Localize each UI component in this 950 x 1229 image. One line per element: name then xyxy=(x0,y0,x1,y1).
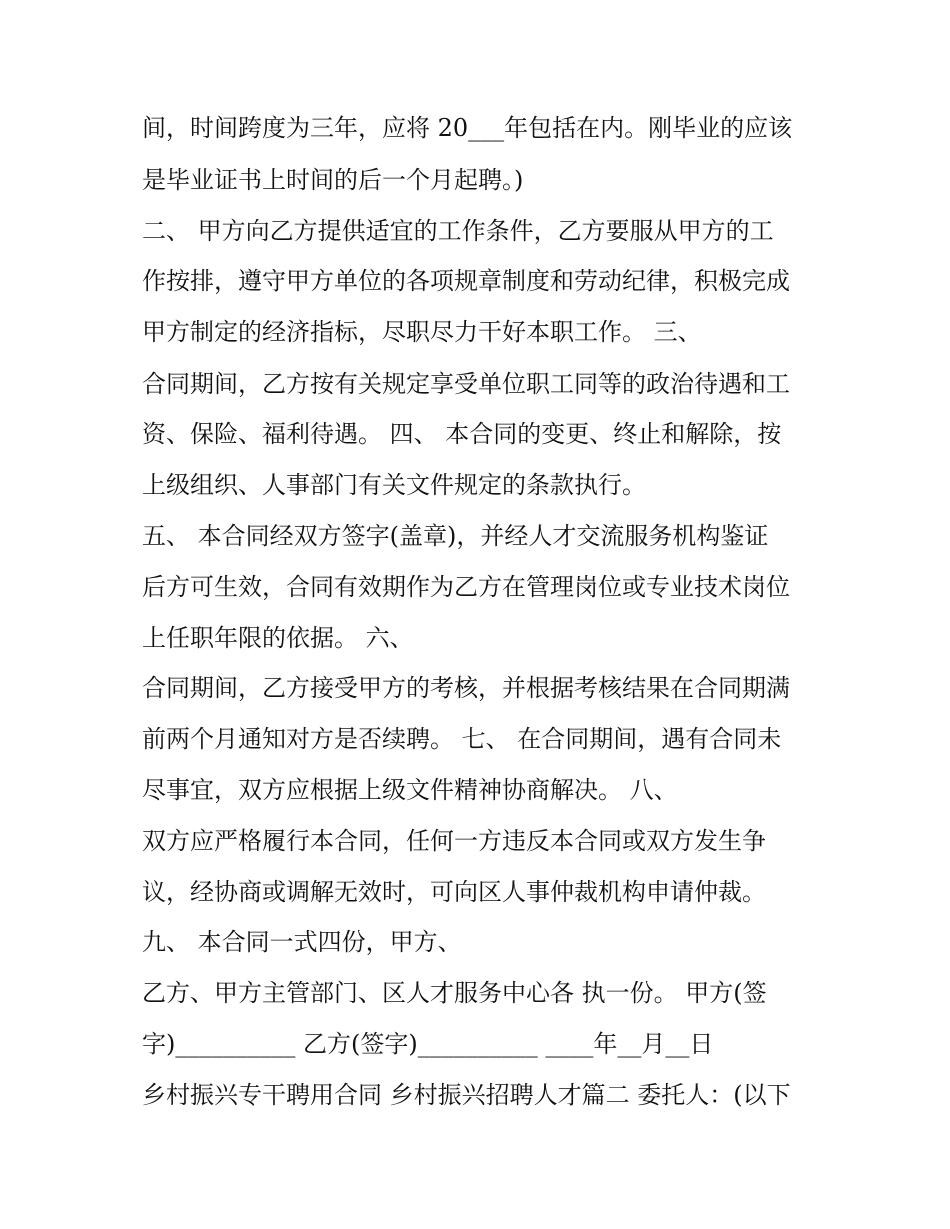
text-line: 双方应严格履行本合同，任何一方违反本合同或双方发生争 xyxy=(142,827,766,855)
text-line: 资、保险、福利待遇。 四、 本合同的变更、终止和解除，按 xyxy=(142,420,782,448)
text-line: 乡村振兴专干聘用合同 乡村振兴招聘人才篇二 委托人：(以下 xyxy=(142,1081,791,1109)
text-line: 尽事宜，双方应根据上级文件精神协商解决。 八、 xyxy=(142,776,678,804)
text-line: 合同期间，乙方按有关规定享受单位职工同等的政治待遇和工 xyxy=(142,370,790,398)
text-line: 前两个月通知对方是否续聘。 七、 在合同期间，遇有合同未 xyxy=(142,725,782,753)
signature-line: 字)__________ 乙方(签字)__________ ____年__月__日 xyxy=(142,1030,714,1058)
text-line: 二、 甲方向乙方提供适宜的工作条件，乙方要服从甲方的工 xyxy=(142,217,774,245)
text-line: 上任职年限的依据。 六、 xyxy=(142,624,414,652)
text-line: 九、 本合同一式四份，甲方、 xyxy=(142,928,462,956)
text-line: 间，时间跨度为三年，应将 20___年包括在内。刚毕业的应该 xyxy=(142,114,793,142)
text-line: 五、 本合同经双方签字(盖章)，并经人才交流服务机构鉴证 xyxy=(142,522,769,550)
text-line: 是毕业证书上时间的后一个月起聘。) xyxy=(142,166,524,194)
text-line: 上级组织、人事部门有关文件规定的条款执行。 xyxy=(142,471,646,499)
text-line: 乙方、甲方主管部门、区人才服务中心各 执一份。 甲方(签 xyxy=(142,979,767,1007)
text-line: 合同期间，乙方接受甲方的考核，并根据考核结果在合同期满 xyxy=(142,674,790,702)
text-line: 议，经协商或调解无效时，可向区人事仲裁机构申请仲裁。 xyxy=(142,878,766,906)
text-line: 作按排，遵守甲方单位的各项规章制度和劳动纪律，积极完成 xyxy=(142,267,790,295)
text-line: 甲方制定的经济指标，尽职尽力干好本职工作。 三、 xyxy=(142,318,702,346)
text-line: 后方可生效，合同有效期作为乙方在管理岗位或专业技术岗位 xyxy=(142,573,790,601)
